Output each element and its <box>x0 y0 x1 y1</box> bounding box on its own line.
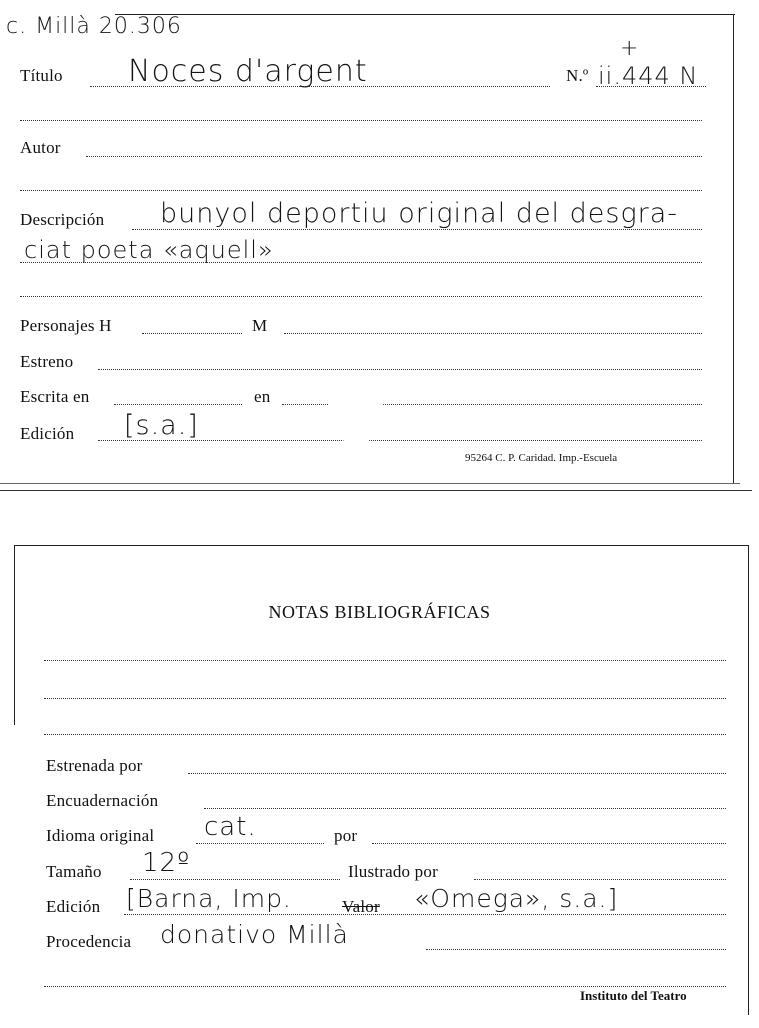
idioma-value: cat. <box>204 812 257 842</box>
titulo-extra-line <box>20 120 702 121</box>
tamano-line <box>130 879 340 880</box>
catalog-card-front <box>0 0 759 500</box>
descripcion-line-1 <box>132 229 702 230</box>
escrita-line <box>114 404 242 405</box>
procedencia-line <box>426 949 726 950</box>
personajes-m-line <box>284 333 702 334</box>
encuadernacion-line <box>204 808 726 809</box>
card-border-bottom-inner <box>0 483 740 484</box>
catalog-card-back <box>0 540 759 1028</box>
autor-extra-line <box>20 190 702 191</box>
personajes-label: Personajes H <box>20 316 112 335</box>
edicion-line <box>124 914 726 915</box>
descripcion-value-1: bunyol deportiu original del desgra- <box>160 198 679 229</box>
notas-line-2 <box>44 698 726 699</box>
ilustrado-line <box>474 879 726 880</box>
paper-blot <box>328 380 384 444</box>
ilustrado-label: Ilustrado por <box>348 862 438 881</box>
card-border-left <box>14 545 15 725</box>
descripcion-value-2: ciat poeta «aquell» <box>24 236 274 264</box>
titulo-label: Título <box>20 66 63 85</box>
idioma-por-line <box>372 843 726 844</box>
numero-mark: + <box>620 36 640 61</box>
imprint-text: 95264 C. P. Caridad. Imp.-Escuela <box>465 452 618 464</box>
numero-value: ii.444 N <box>598 62 699 90</box>
autor-label: Autor <box>20 138 61 157</box>
edicion-value-a: [Barna, Imp. <box>126 884 292 913</box>
tamano-value: 12º <box>142 848 191 878</box>
estrenada-label: Estrenada por <box>46 756 143 775</box>
notas-heading: NOTAS BIBLIOGRÁFICAS <box>268 602 491 622</box>
descripcion-line-3 <box>20 296 702 297</box>
card-border-bottom <box>0 490 752 491</box>
titulo-value: Noces d'argent <box>128 54 368 89</box>
procedencia-label: Procedencia <box>46 932 132 951</box>
estrenada-line <box>188 773 726 774</box>
personajes-m-label: M <box>252 316 268 335</box>
notas-line-3 <box>44 734 726 735</box>
estreno-line <box>98 369 702 370</box>
edicion-label: Edición <box>46 897 101 916</box>
numero-label: N.º <box>566 66 589 85</box>
edicion-struck: Valor <box>342 897 380 916</box>
idioma-line <box>196 843 324 844</box>
escrita-en-label: en <box>254 387 271 406</box>
edicion-value: [s.a.] <box>124 410 199 441</box>
card-border-right <box>733 14 734 484</box>
card-border-top <box>14 545 749 546</box>
bottom-line <box>44 986 726 987</box>
idioma-label: Idioma original <box>46 826 155 845</box>
edicion-value-b: «Omega», s.a.] <box>414 884 619 913</box>
idioma-por-label: por <box>334 826 358 845</box>
estreno-label: Estreno <box>20 352 74 371</box>
header-note: c. Millà 20.306 <box>6 14 182 39</box>
procedencia-value: donativo Millà <box>160 920 349 949</box>
tamano-label: Tamaño <box>46 862 102 881</box>
autor-line <box>86 156 702 157</box>
card-border-top <box>115 14 735 15</box>
descripcion-label: Descripción <box>20 210 105 229</box>
notas-line-1 <box>44 660 726 661</box>
escrita-label: Escrita en <box>20 387 90 406</box>
encuadernacion-label: Encuadernación <box>46 791 159 810</box>
institute-label: Instituto del Teatro <box>580 988 687 1003</box>
personajes-h-line <box>142 333 242 334</box>
edicion-label: Edición <box>20 424 75 443</box>
